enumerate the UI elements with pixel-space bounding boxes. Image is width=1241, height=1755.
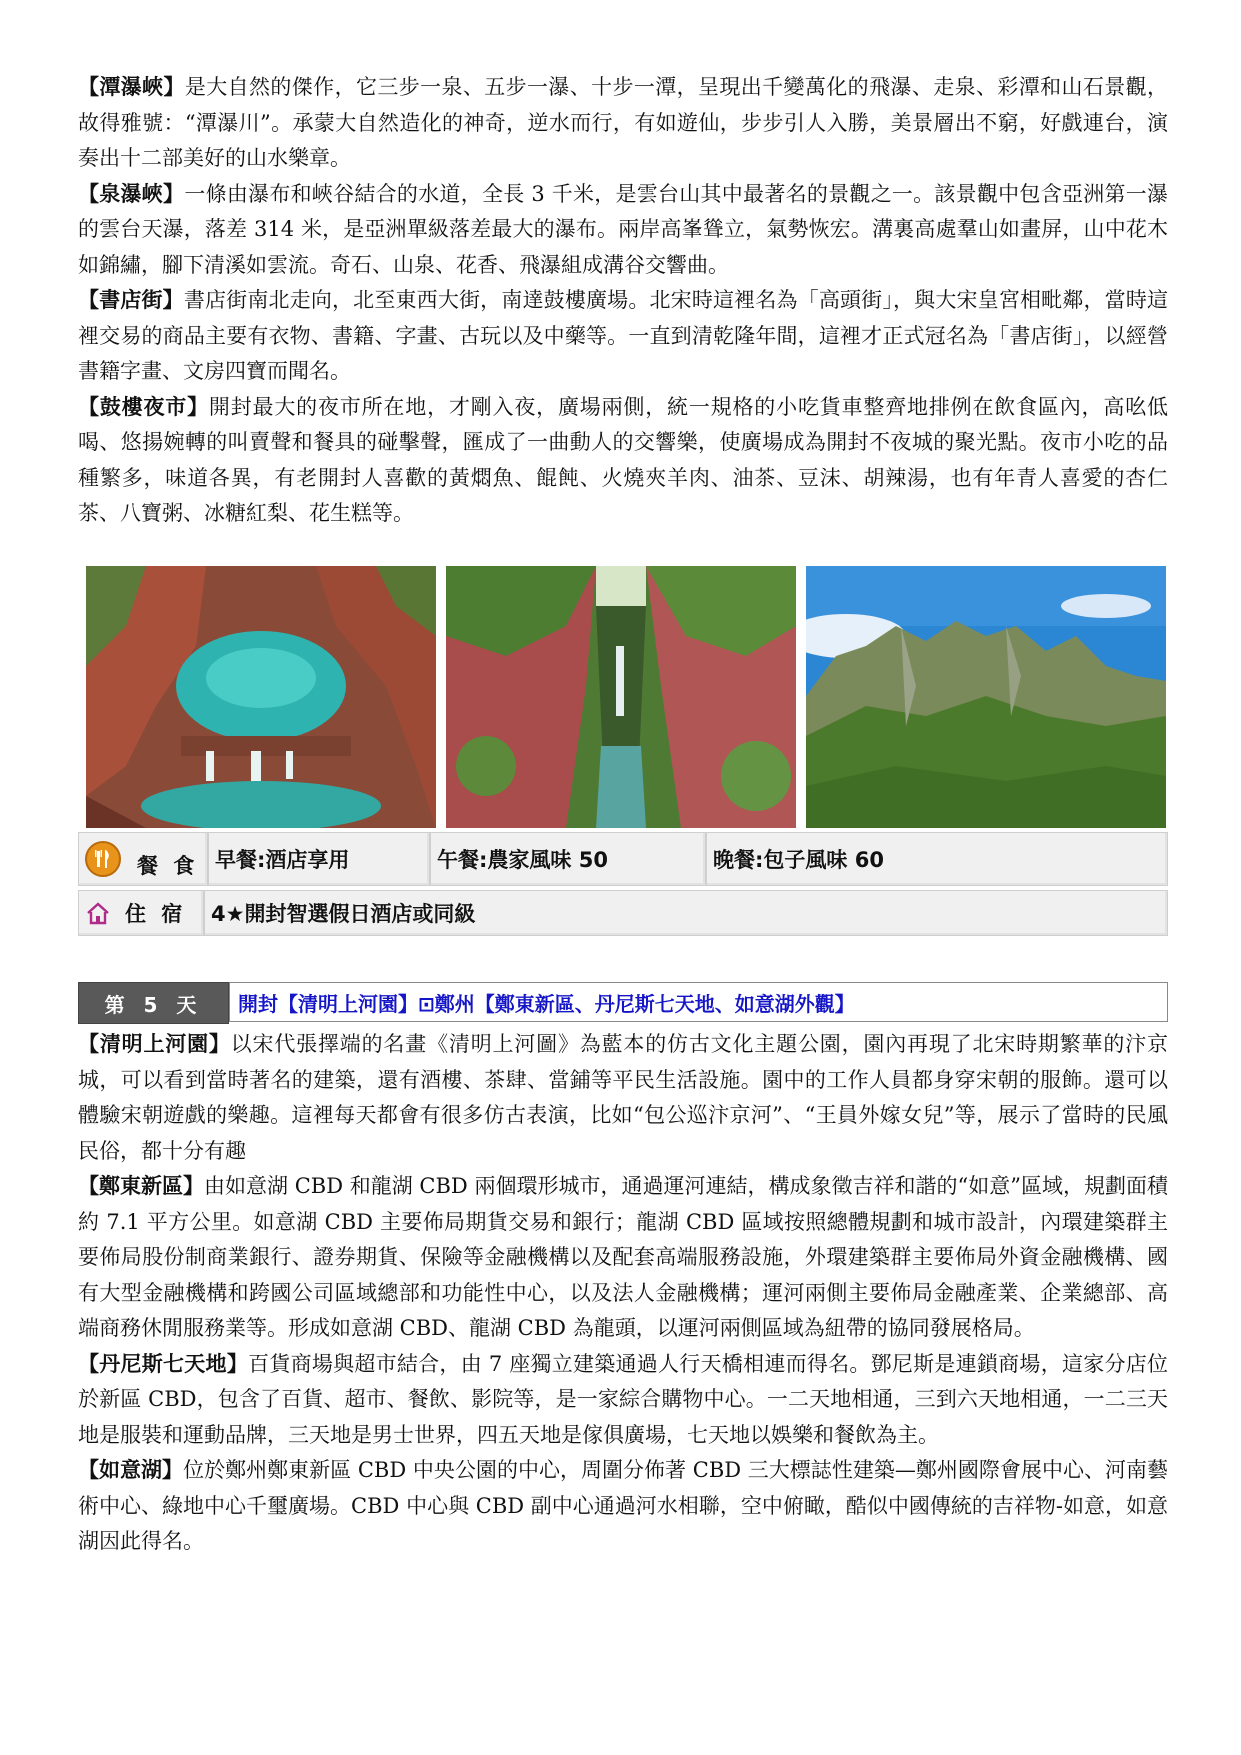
stay-label-cell xyxy=(78,890,204,936)
section-heading: 【泉瀑峽】 xyxy=(78,181,185,206)
section-quanpu xyxy=(78,177,1168,284)
dinner-cell xyxy=(706,832,1168,886)
day-header xyxy=(78,982,1168,1024)
section-heading: 【潭瀑峽】 xyxy=(78,75,185,99)
section-text: 是大自然的傑作，它三步一泉、五步一瀑、十步一潭，呈現出千變萬化的飛瀑、走泉、彩潭和山石景觀，故得雅號：“潭瀑川”。承蒙大自然造化的神奇，逆水而行，有如遊仙，步步引人入勝，美景層出不窮，好戲連台，演奏出十二部美好的山水樂章。 xyxy=(78,75,1169,170)
section-text: 書店街南北走向，北至東西大街，南達鼓樓廣場。北宋時這裡名為「高頭街」，與大宋皇宮相毗鄰，當時這裡交易的商品主要有衣物、書籍、字畫、古玩以及中藥等。一直到清乾隆年間，這裡才正式冠名為「書店街」，以經營書籍字畫、文房四寶而聞名。 xyxy=(78,288,1169,383)
hotel-text: 4★開封智選假日酒店或同級 xyxy=(211,902,476,926)
section-heading: 【如意湖】 xyxy=(78,1458,184,1482)
section-shudian xyxy=(78,283,1168,390)
section-zhengdong xyxy=(78,1169,1168,1347)
section-heading: 【鄭東新區】 xyxy=(78,1174,205,1198)
section-text: 開封最大的夜市所在地，才剛入夜，廣場兩側，統一規格的小吃貨車整齊地排例在飲食區內，高吆低喝、悠揚婉轉的叫賣聲和餐具的碰擊聲，匯成了一曲動人的交響樂，使廣場成為開封不夜城的聚光點。夜市小吃的品種繁多，味道各異，有老開封人喜歡的黃燜魚、餛飩、火燒夾羊肉、油茶、豆沫、胡辣湯，也有年青人喜愛的杏仁茶、八寶粥、冰糖紅梨、花生糕等。 xyxy=(78,394,1169,525)
photo-strip xyxy=(86,566,1166,828)
section-qingming xyxy=(78,1027,1168,1169)
dinner-text: 晚餐:包子風味 60 xyxy=(713,848,884,872)
red-canyon-photo xyxy=(446,566,796,828)
stay-label: 住 宿 xyxy=(125,902,187,926)
top-sections xyxy=(78,70,1168,532)
section-text: 一條由瀑布和峽谷結合的水道，全長 3 千米，是雲台山其中最著名的景觀之一。該景觀中包含亞洲第一瀑的雲台天瀑，落差 314 米，是亞洲單級落差最大的瀑布。兩岸高峯聳立，氣勢恢宏。溝裏高處羣山如畫屏，山中花木如錦繡，腳下清溪如雲流。奇石、山泉、花香、飛瀑組成溝谷交響曲。 xyxy=(78,181,1168,277)
section-text: 百貨商場與超市結合，由 7 座獨立建築通過人行天橋相連而得名。鄧尼斯是連鎖商場，這家分店位於新區 CBD，包含了百貨、超市、餐飲、影院等，是一家綜合購物中心。一二天地相通，三到六天地相通，一二三天地是服裝和運動品牌，三天地是男士世界，四五天地是傢俱廣場，七天地以娛樂和餐飲為主。 xyxy=(78,1351,1168,1447)
lunch-cell xyxy=(430,832,706,886)
breakfast-cell xyxy=(208,832,430,886)
bottom-sections xyxy=(78,1027,1168,1560)
section-heading: 【清明上河園】 xyxy=(78,1032,231,1056)
meals-label: 餐 食 xyxy=(137,854,199,878)
hotel-cell xyxy=(204,890,1168,936)
mountain-peaks-photo xyxy=(806,566,1166,828)
meals-row xyxy=(78,832,1168,888)
section-text: 由如意湖 CBD 和龍湖 CBD 兩個環形城市，通過運河連結，構成象徵吉祥和諧的“如意”區域，規劃面積約 7.1 平方公里。如意湖 CBD 主要佈局期貨交易和銀行；龍湖 CBD 區域按照總體規劃和城市設計，內環建築群主要佈局股份制商業銀行、證券期貨、保險等金融機構以及配套高端服務設施，外環建築群主要佈局外資金融機構、國有大型金融機構和跨國公司區域總部和功能性中心，以及法人金融機構；運河兩側主要佈局金融產業、企業總部、高端商務休閒服務業等。形成如意湖 CBD、龍湖 CBD 為龍頭，以運河兩側區域為紐帶的協同發展格局。 xyxy=(78,1174,1169,1340)
section-heading: 【丹尼斯七天地】 xyxy=(78,1351,249,1376)
day-label: 第 5 天 xyxy=(78,982,229,1024)
section-text: 位於鄭州鄭東新區 CBD 中央公園的中心，周圍分佈著 CBD 三大標誌性建築—鄭州國際會展中心、河南藝術中心、綠地中心千璽廣場。CBD 中心與 CBD 副中心通過河水相聯，空中俯瞰，酷似中國傳統的吉祥物-如意，如意湖因此得名。 xyxy=(78,1458,1169,1553)
home-icon xyxy=(85,900,111,926)
section-dennis xyxy=(78,1347,1168,1454)
fork-knife-icon xyxy=(85,841,121,877)
lunch-text: 午餐:農家風味 50 xyxy=(437,848,608,872)
section-heading: 【鼓樓夜市】 xyxy=(78,394,209,419)
stay-row xyxy=(78,890,1168,938)
breakfast-text: 早餐:酒店享用 xyxy=(215,848,350,872)
section-text: 以宋代張擇端的名畫《清明上河圖》為藍本的仿古文化主題公園，園內再現了北宋時期繁華的汴京城，可以看到當時著名的建築，還有酒樓、茶肆、當鋪等平民生活設施。園中的工作人員都身穿宋朝的服飾。還可以體驗宋朝遊戲的樂趣。這裡每天都會有很多仿古表演，比如“包公巡汴京河”、“王員外嫁女兒”等，展示了當時的民風民俗，都十分有趣 xyxy=(78,1032,1169,1163)
section-tanpu xyxy=(78,70,1168,177)
section-heading: 【書店街】 xyxy=(78,288,184,312)
section-ruyi xyxy=(78,1453,1168,1560)
section-gulou xyxy=(78,390,1168,532)
day-title: 開封【清明上河園】⊡鄭州【鄭東新區、丹尼斯七天地、如意湖外觀】 xyxy=(229,982,1168,1022)
meals-label-cell xyxy=(78,832,208,886)
gorge-pool-photo xyxy=(86,566,436,828)
